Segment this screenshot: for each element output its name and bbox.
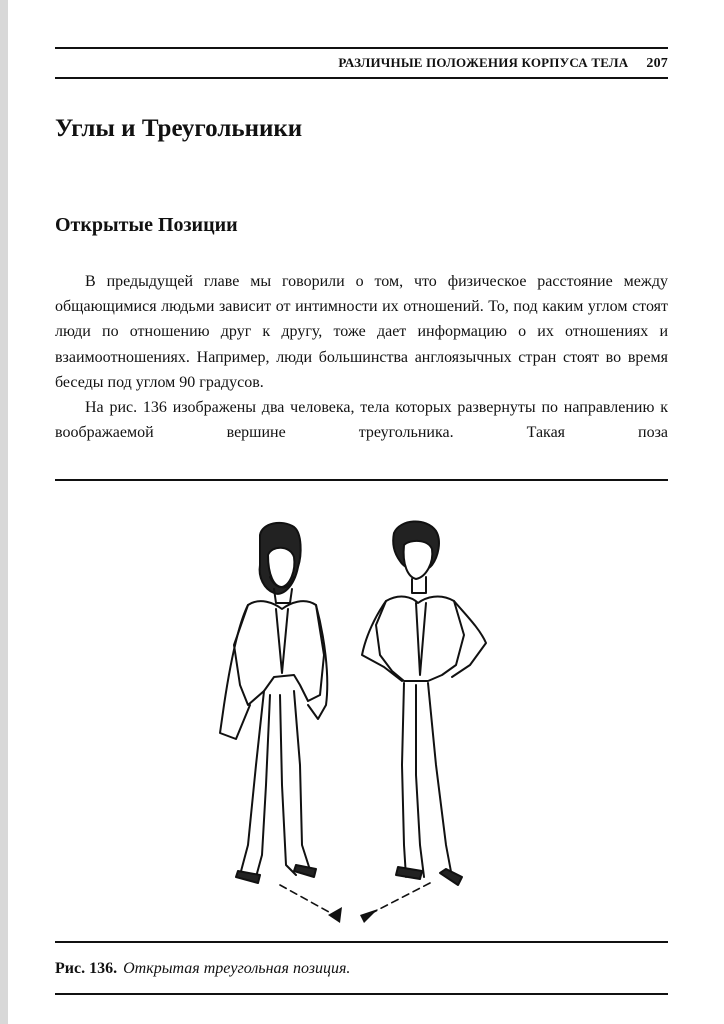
header-rule <box>55 77 668 79</box>
running-head <box>55 55 668 72</box>
figure-caption <box>55 958 350 980</box>
text-figure-rule <box>55 479 668 481</box>
body-text <box>55 269 668 445</box>
apex-arrow-right <box>360 909 378 923</box>
sight-line-right <box>368 883 430 915</box>
caption-bottom-rule <box>55 993 668 995</box>
figure-illustration <box>190 505 530 930</box>
chapter-title: Углы и Треугольники <box>55 115 303 142</box>
paragraph-1: В предыдущей главе мы говорили о том, что физическое расстояние между общающимися людьми зависит от интимности их отношений. То, под каким углом стоят люди по отношению друг к другу, тоже дает информацию о их отношениях и взаимоотношениях. Например, люди большинства англоязычных стран стоят во время беседы под углом 90 градусов. <box>55 273 668 391</box>
page-edge-shadow <box>0 0 8 1024</box>
caption-text: Открытая треугольная позиция. <box>123 960 351 977</box>
page-number: 207 <box>646 56 668 71</box>
man-standing-figure <box>362 521 486 885</box>
top-rule <box>55 47 668 49</box>
apex-arrow-left <box>328 907 342 923</box>
paragraph-2: На рис. 136 изображены два человека, тела которых развернуты по направлению к воображаемой вершине треугольника. Такая поза <box>55 399 668 442</box>
section-title: Открытые Позиции <box>55 214 238 236</box>
running-head-title: РАЗЛИЧНЫЕ ПОЛОЖЕНИЯ КОРПУСА ТЕЛА <box>338 55 629 70</box>
caption-label: Рис. 136. <box>55 960 118 977</box>
man-bearded-figure <box>220 523 327 883</box>
caption-top-rule <box>55 941 668 943</box>
sight-line-left <box>280 885 338 917</box>
